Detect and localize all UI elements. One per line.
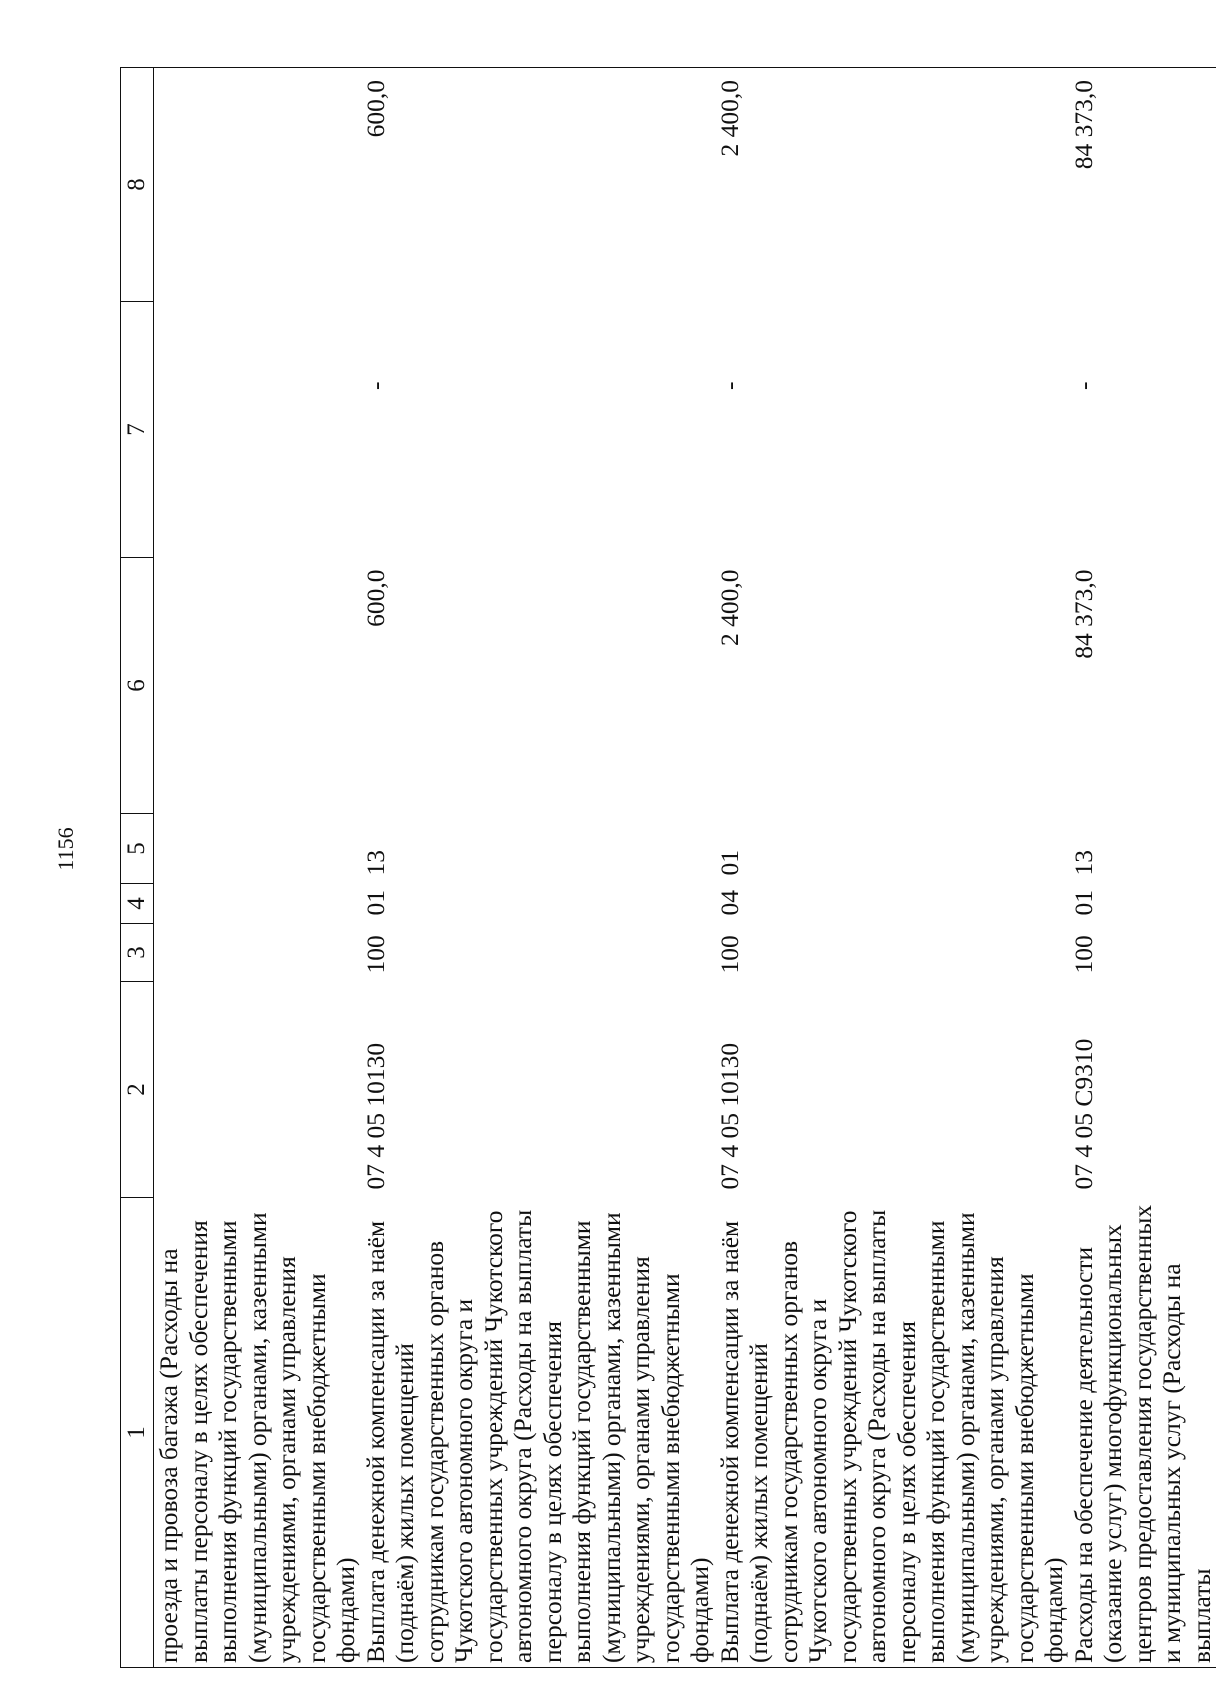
header-col-5: 5 xyxy=(121,814,154,884)
row-section: 01 xyxy=(360,890,390,916)
row-amount-col7: - xyxy=(1068,381,1098,390)
row-amount-col8: 84 373,0 xyxy=(1069,68,1217,302)
row-amount-col7: - xyxy=(714,381,744,390)
row-subsection: 01 xyxy=(714,850,744,876)
row-amount-col8 xyxy=(154,68,361,302)
page-number: 1156 xyxy=(53,827,78,871)
row-amount-col8: 2 400,0 xyxy=(715,68,1069,302)
table-row xyxy=(154,68,361,1668)
row-amount-col7 xyxy=(154,302,361,558)
header-col-2: 2 xyxy=(121,982,154,1198)
table-row xyxy=(361,68,715,1668)
row-name: Выплата денежной компенсации за наём (поднаём) жилых помещений сотрудникам государственных органов Чукотского автономного округа и государственных учреждений Чукотского автономного округа (Расходы на выплаты персоналу в целях обеспечения выполнения функций государственными (муниципальными) органами, казенными учреждениями, органами управления государственными внебюджетными фондами) xyxy=(361,1198,715,1668)
row-section xyxy=(154,884,361,924)
row-target-code: 07 4 05 10130 xyxy=(714,1042,744,1190)
row-subsection: 13 xyxy=(360,850,390,876)
row-subsection xyxy=(154,814,361,884)
row-amount-col6 xyxy=(154,558,361,814)
row-amount-col8: 600,0 xyxy=(361,68,715,302)
header-col-8: 8 xyxy=(121,68,154,302)
row-amount-col6: 600,0 xyxy=(360,569,390,627)
row-amount-col7: - xyxy=(360,381,390,390)
table-header-row xyxy=(121,68,154,1668)
header-col-1: 1 xyxy=(121,1198,154,1668)
row-expense-type: 100 xyxy=(714,935,744,974)
row-expense-type: 100 xyxy=(1068,935,1098,974)
header-col-4: 4 xyxy=(121,884,154,924)
row-target-code xyxy=(154,982,361,1198)
table-row xyxy=(1069,68,1217,1668)
row-amount-col6: 2 400,0 xyxy=(714,569,744,646)
row-expense-type xyxy=(154,924,361,982)
header-col-7: 7 xyxy=(121,302,154,558)
header-col-3: 3 xyxy=(121,924,154,982)
row-name: проезда и провоза багажа (Расходы на выплаты персоналу в целях обеспечения выполнения функций государственными (муниципальными) органами, казенными учреждениями, органами управления государственными внебюджетными фондами) xyxy=(154,1198,361,1668)
header-col-6: 6 xyxy=(121,558,154,814)
table-row xyxy=(715,68,1069,1668)
row-section: 01 xyxy=(1068,890,1098,916)
row-target-code: 07 4 05 10130 xyxy=(360,1042,390,1190)
budget-table-page xyxy=(120,68,1220,1668)
row-amount-col6: 84 373,0 xyxy=(1068,569,1098,659)
row-expense-type: 100 xyxy=(360,935,390,974)
row-subsection: 13 xyxy=(1068,850,1098,876)
row-section: 04 xyxy=(714,890,744,916)
budget-table xyxy=(120,67,1216,1668)
row-name: Расходы на обеспечение деятельности (оказание услуг) многофункциональных центров предоставления государственных и муниципальных услуг (Расходы на выплаты xyxy=(1069,1198,1217,1668)
row-target-code: 07 4 05 С9310 xyxy=(1068,1038,1098,1190)
row-name: Выплата денежной компенсации за наём (поднаём) жилых помещений сотрудникам государственных органов Чукотского автономного округа и государственных учреждений Чукотского автономного округа (Расходы на выплаты персоналу в целях обеспечения выполнения функций государственными (муниципальными) органами, казенными учреждениями, органами управления государственными внебюджетными фондами) xyxy=(715,1198,1069,1668)
